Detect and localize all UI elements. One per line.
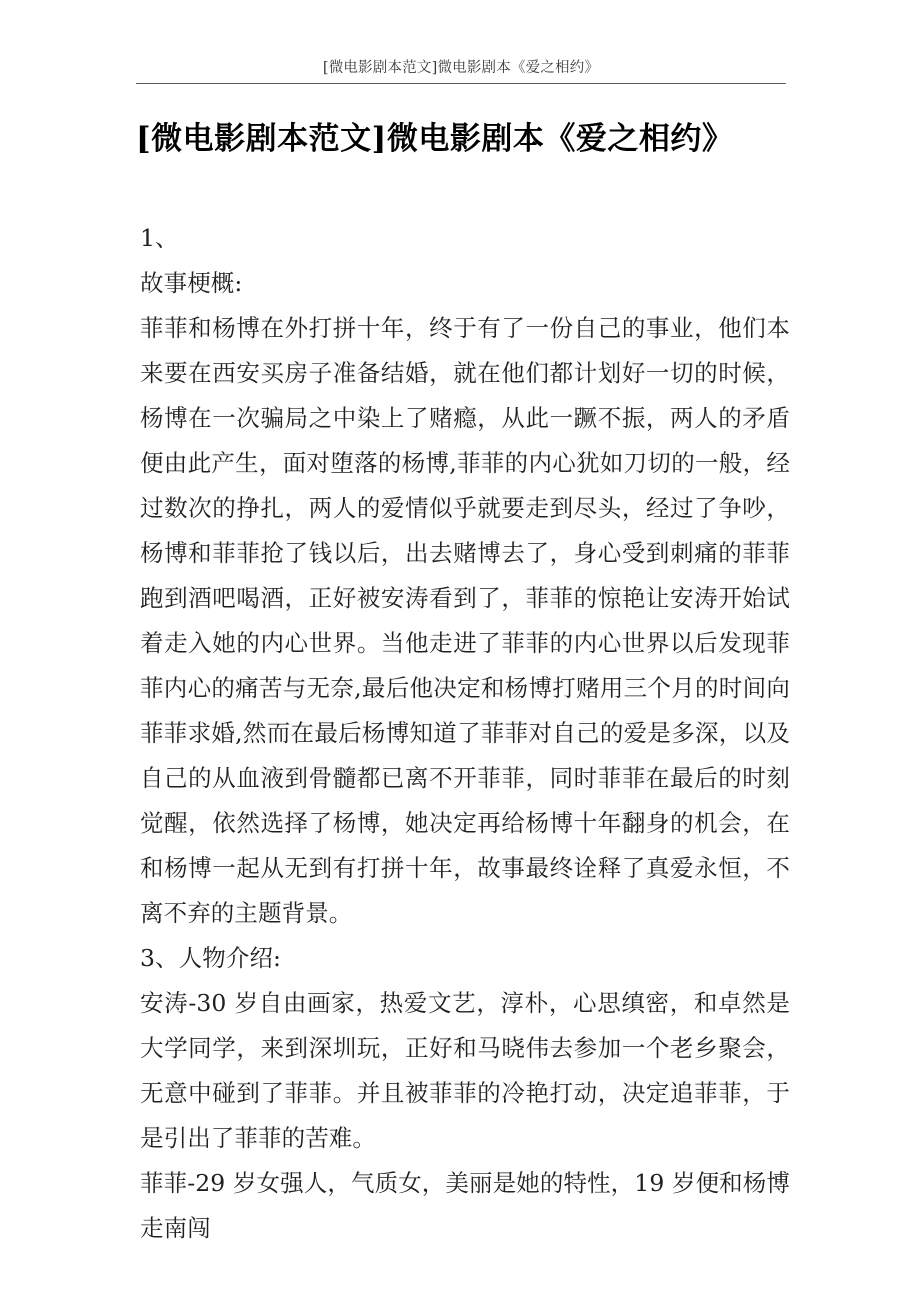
section-number-1: 1、 <box>140 224 179 252</box>
document-body <box>140 216 790 1251</box>
header-divider <box>136 83 786 84</box>
running-header-title: [微电影剧本范文]微电影剧本《爱之相约》 <box>322 60 600 76</box>
synopsis-paragraph: 菲菲和杨博在外打拼十年，终于有了一份自己的事业，他们本来要在西安买房子准备结婚，就在他们都计划好一切的时候，杨博在一次骗局之中染上了赌瘾，从此一蹶不振，两人的矛盾便由此产生，面对堕落的杨博,菲菲的内心犹如刀切的一般，经过数次的挣扎，两人的爱情似乎就要走到尽头，经过了争吵，杨博和菲菲抢了钱以后，出去赌博去了，身心受到刺痛的菲菲跑到酒吧喝酒，正好被安涛看到了，菲菲的惊艳让安涛开始试着走入她的内心世界。当他走进了菲菲的内心世界以后发现菲菲内心的痛苦与无奈,最后他决定和杨博打赌用三个月的时间向菲菲求婚,然而在最后杨博知道了菲菲对自己的爱是多深，以及自己的从血液到骨髓都已离不开菲菲，同时菲菲在最后的时刻觉醒，依然选择了杨博，她决定再给杨博十年翻身的机会，在和杨博一起从无到有打拼十年，故事最终诠释了真爱永恒，不离不弃的主题背景。 <box>140 314 790 927</box>
character-antao-paragraph: 安涛-30 岁自由画家，热爱文艺，淳朴，心思缜密，和卓然是大学同学，来到深圳玩，正好和马晓伟去参加一个老乡聚会，无意中碰到了菲菲。并且被菲菲的冷艳打动，决定追菲菲，于是引出了菲菲的苦难。 <box>140 989 790 1152</box>
characters-heading: 3、人物介绍: <box>140 944 282 972</box>
character-feifei-paragraph: 菲菲-29 岁女强人，气质女，美丽是她的特性，19 岁便和杨博走南闯 <box>140 1169 790 1242</box>
page-title: [微电影剧本范文]微电影剧本《爱之相约》 <box>136 121 734 157</box>
page-header <box>136 58 786 84</box>
synopsis-heading: 故事梗概: <box>140 269 243 297</box>
